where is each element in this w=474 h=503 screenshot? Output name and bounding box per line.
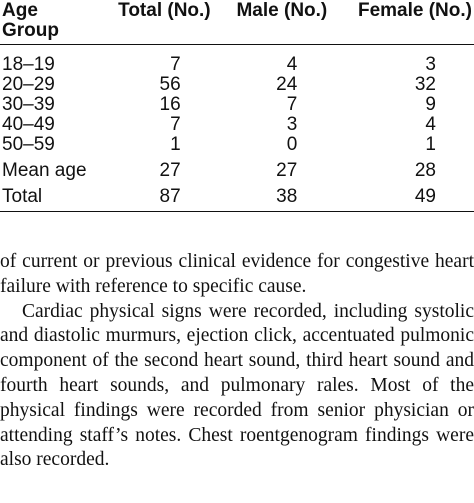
- cell-male: 0: [286, 134, 298, 155]
- cell-female: 32: [414, 74, 436, 95]
- cell-total: 27: [159, 160, 181, 181]
- table-spacer: [0, 45, 474, 56]
- cell-female: 4: [425, 114, 436, 135]
- age-distribution-table: [0, 0, 474, 212]
- cell-total: 16: [159, 94, 181, 115]
- cell-female: 28: [414, 160, 436, 181]
- header-age-group: Age Group: [0, 0, 96, 45]
- cell-male: 24: [276, 74, 298, 95]
- cell-total: 87: [159, 186, 181, 207]
- cell-total: 7: [170, 54, 181, 75]
- cell-age-group: 30–39: [2, 94, 55, 115]
- table-row-total: [0, 187, 474, 212]
- table-row: [0, 135, 474, 155]
- header-total: Total (No.): [96, 0, 213, 45]
- cell-male: 4: [286, 54, 298, 75]
- table-header-row: [0, 0, 474, 45]
- table-row: [0, 55, 474, 75]
- cell-male: 3: [286, 114, 298, 135]
- cell-male: 38: [276, 186, 298, 207]
- cell-total: 1: [170, 134, 181, 155]
- cell-female: 49: [414, 186, 436, 207]
- cell-total: 56: [159, 74, 181, 95]
- header-male: Male (No.): [213, 0, 330, 45]
- cell-age-group: Total: [2, 186, 43, 207]
- cell-age-group: 20–29: [2, 74, 55, 95]
- cell-female: 9: [425, 94, 436, 115]
- table-row: [0, 75, 474, 95]
- table-row: [0, 95, 474, 115]
- cell-age-group: 18–19: [2, 54, 55, 75]
- age-distribution-table-wrap: [0, 0, 474, 212]
- paragraph-continuation: of current or previous clinical evidence for congestive heart failure with reference to specific cause.: [0, 251, 474, 297]
- cell-total: 7: [170, 114, 181, 135]
- header-female: Female (No.): [329, 0, 474, 45]
- cell-age-group: 50–59: [2, 134, 55, 155]
- cell-male: 7: [286, 94, 298, 115]
- table-row: [0, 115, 474, 135]
- cell-age-group: 40–49: [2, 114, 55, 135]
- cell-female: 3: [425, 54, 436, 75]
- paragraph-cardiac-signs: Cardiac physical signs were recorded, including systolic and diastolic murmurs, ejection click, accentuated pulmonic component of the second heart sound, third heart sound and fourth heart sounds, and pulmonary rales. Most of the physical findings were recorded from senior physician or attending staff’s notes. Chest roentgenogram findings were also recorded.: [0, 300, 474, 471]
- cell-male: 27: [276, 160, 298, 181]
- cell-female: 1: [425, 134, 436, 155]
- table-row-mean-age: [0, 161, 474, 181]
- cell-age-group: Mean age: [2, 160, 87, 181]
- body-text: [0, 250, 474, 473]
